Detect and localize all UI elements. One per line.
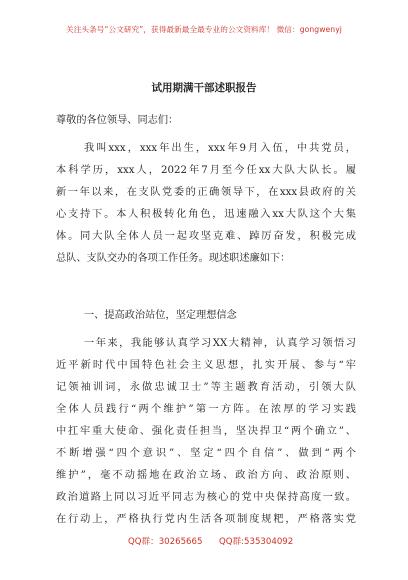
section-heading: 一、提高政治站位，坚定理想信念 — [84, 310, 237, 321]
footer-qq-group-right: QQ群:535304092 — [219, 537, 294, 547]
promo-banner: 关注头条号“公文研究”，获得最新最全最专业的公文资料库！ 微信：gongwenyj — [66, 25, 342, 34]
paragraph-line: 本科学历，xxx人，2022年7月至今任xx大队大队长。履 — [56, 165, 356, 176]
paragraph-line: 不断增强“四个意识”、坚定“四个自信”、做到“两个 — [56, 448, 356, 459]
paragraph-line: 中扛牢重大使命、强化责任担当，坚决捍卫“两个确立”、 — [56, 426, 356, 437]
paragraph-line: 体。同大队全体人员一起攻坚克难、踔厉奋发，积极完成 — [56, 231, 356, 242]
paragraph-line: 全体人员践行“两个维护”第一方阵。在浓厚的学习实践 — [56, 404, 356, 415]
paragraph-line: 新一年以来，在支队党委的正确领导下，在xxx县政府的关 — [56, 187, 356, 198]
paragraph-line: 记领袖训词，永做忠诚卫士”等主题教育活动，引领大队 — [56, 382, 356, 393]
paragraph-line: 维护”，毫不动摇地在政治立场、政治方向、政治原则、 — [56, 470, 356, 481]
document-title: 试用期满干部述职报告 — [151, 82, 257, 94]
paragraph-line: 政治道路上同以习近平同志为核心的党中央保持高度一致。 — [56, 492, 356, 503]
paragraph-line: 在行动上，严格执行党内生活各项制度规粑，严格落实党 — [56, 514, 356, 525]
footer-qq-group-left: QQ群：30265665 — [128, 537, 203, 547]
paragraph-line: 心支持下。本人积极转化角色，迅速融入xx大队这个大集 — [56, 209, 356, 220]
greeting-line: 尊敬的各位领导、同志们： — [56, 115, 179, 126]
paragraph-line: 总队、支队交办的各项工作任务。现述职述廉如下： — [56, 253, 291, 264]
paragraph-line: 我叫xxx，xxx年出生，xxx年9月入伍，中共党员， — [84, 143, 356, 154]
paragraph-line: 一年来，我能够认真学习XX大精神，认真学习领悟习 — [84, 338, 356, 349]
paragraph-line: 近平新时代中国特色社会主义思想，扎实开展、参与“牢 — [56, 360, 356, 371]
